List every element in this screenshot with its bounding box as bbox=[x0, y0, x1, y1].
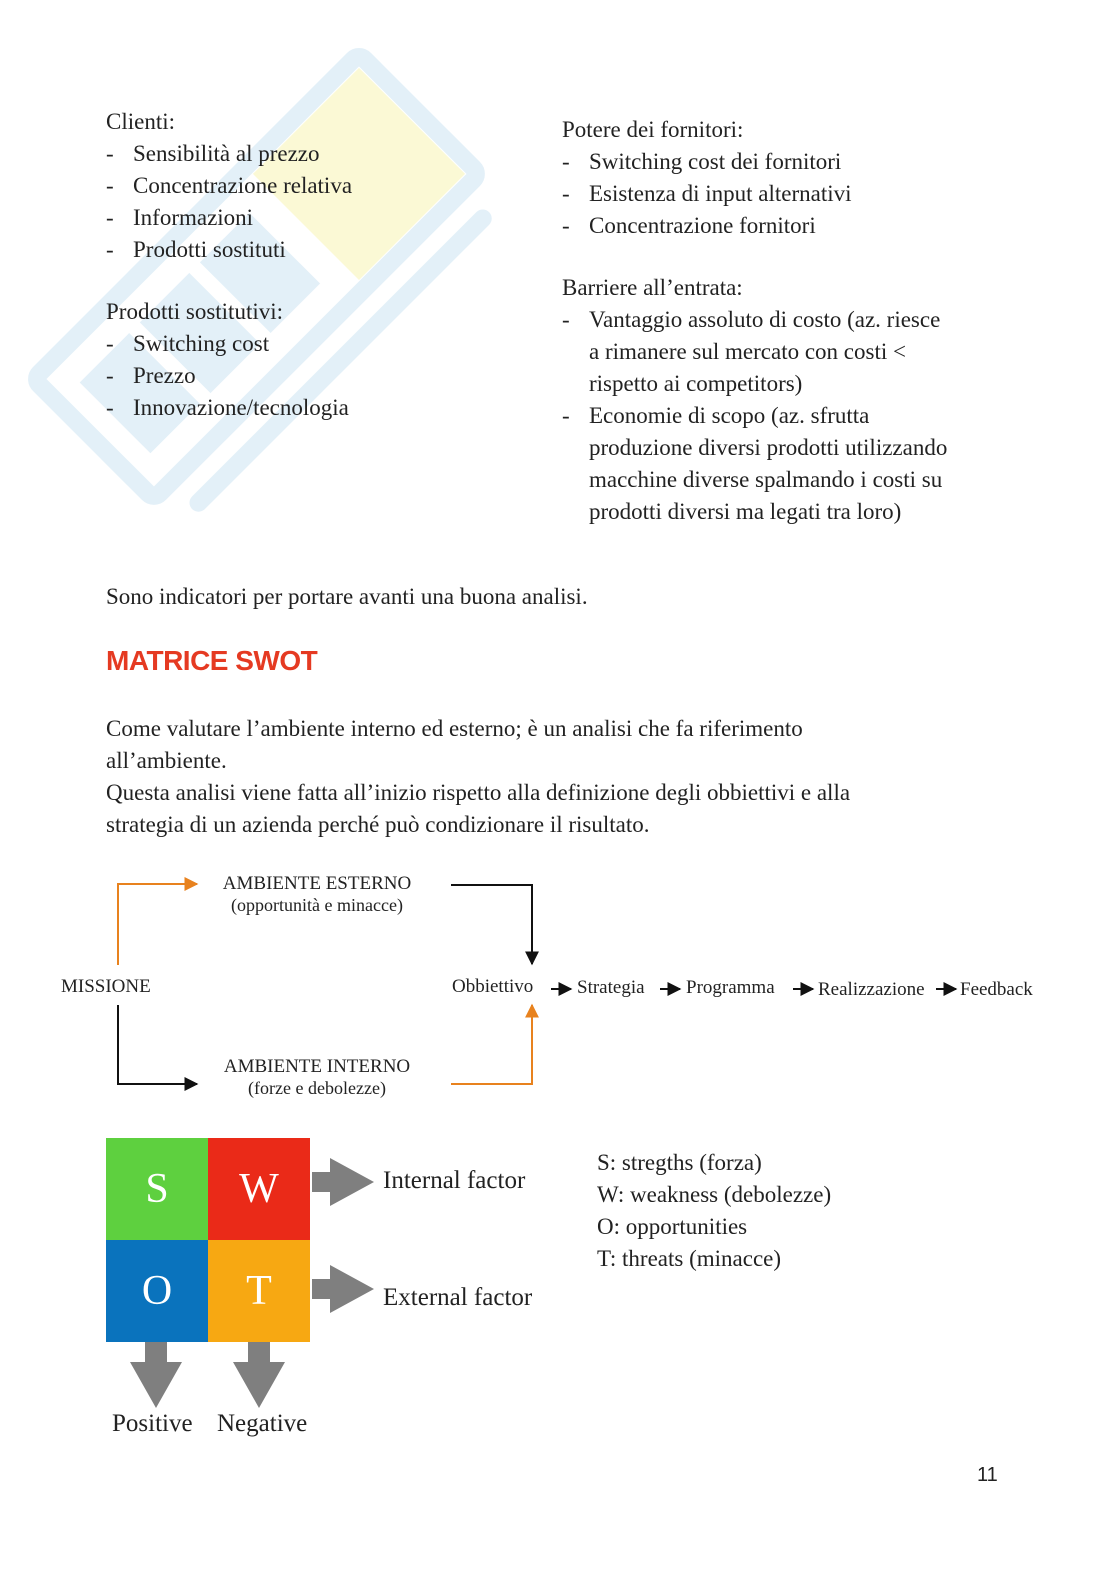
paragraph-line: Come valutare l’ambiente interno ed esterno; è un analisi che fa riferimento bbox=[106, 716, 803, 741]
fornitori-block bbox=[562, 114, 852, 242]
flow-step-obbiettivo: Obbiettivo bbox=[452, 976, 534, 997]
flowchart-connectors bbox=[0, 860, 1116, 1120]
list-item-line: - Economie di scopo (az. sfrutta bbox=[589, 403, 870, 428]
external-factor-label: External factor bbox=[383, 1284, 533, 1311]
indicatori-text: Sono indicatori per portare avanti una buona analisi. bbox=[106, 584, 588, 609]
list-item-line: produzione diversi prodotti utilizzando bbox=[589, 435, 948, 460]
section-heading: MATRICE SWOT bbox=[106, 645, 318, 676]
negative-label: Negative bbox=[217, 1410, 308, 1437]
list-item-line: a rimanere sul mercato con costi < bbox=[589, 339, 906, 364]
swot-legend bbox=[597, 1147, 831, 1275]
list-item: - Prezzo bbox=[106, 360, 349, 392]
positive-label: Positive bbox=[112, 1410, 193, 1437]
legend-item: S: stregths (forza) bbox=[597, 1150, 762, 1175]
list-item: - Concentrazione fornitori bbox=[562, 210, 852, 242]
arrow-right-icon bbox=[300, 1257, 380, 1327]
arrow-esterno-obbiettivo bbox=[451, 885, 532, 964]
intro-paragraph bbox=[106, 713, 850, 841]
list-item bbox=[562, 304, 947, 400]
flow-ambiente-interno bbox=[200, 1056, 434, 1099]
list-item-line: macchine diverse spalmando i costi su bbox=[589, 467, 943, 492]
legend-item: T: threats (minacce) bbox=[597, 1246, 782, 1271]
flow-missione: MISSIONE bbox=[61, 976, 151, 997]
list-item: - Informazioni bbox=[106, 202, 352, 234]
legend-item: O: opportunities bbox=[597, 1214, 748, 1239]
barriere-title: Barriere all’entrata: bbox=[562, 275, 743, 300]
list-item-line: - Vantaggio assoluto di costo (az. riesce bbox=[589, 307, 941, 332]
paragraph-line: all’ambiente. bbox=[106, 748, 227, 773]
flow-step-feedback: Feedback bbox=[960, 979, 1033, 1000]
swot-cell-o: O bbox=[106, 1240, 208, 1342]
arrow-down-icon bbox=[229, 1342, 289, 1412]
list-item: - Switching cost dei fornitori bbox=[562, 146, 852, 178]
paragraph-line: strategia di un azienda perché può condizionare il risultato. bbox=[106, 812, 650, 837]
arrow-interno-obbiettivo bbox=[451, 1005, 532, 1084]
list-item bbox=[562, 400, 947, 528]
flow-ambiente-interno-title: AMBIENTE INTERNO bbox=[223, 1056, 411, 1077]
flow-step-programma: Programma bbox=[686, 977, 775, 998]
list-item: - Innovazione/tecnologia bbox=[106, 392, 349, 424]
sostitutivi-list bbox=[106, 328, 349, 424]
list-item: - Esistenza di input alternativi bbox=[562, 178, 852, 210]
fornitori-list bbox=[562, 146, 852, 242]
list-item: - Switching cost bbox=[106, 328, 349, 360]
list-item-line: prodotti diversi ma legati tra loro) bbox=[589, 499, 902, 524]
flow-ambiente-interno-sub: (forze e debolezze) bbox=[248, 1078, 386, 1098]
page-number: 11 bbox=[977, 1464, 998, 1486]
flow-ambiente-esterno bbox=[200, 873, 434, 916]
flow-ambiente-esterno-title: AMBIENTE ESTERNO bbox=[222, 873, 412, 894]
swot-cell-w: W bbox=[208, 1138, 310, 1240]
list-item: - Sensibilità al prezzo bbox=[106, 138, 352, 170]
swot-cell-t: T bbox=[208, 1240, 310, 1342]
arrow-right-icon bbox=[300, 1150, 380, 1220]
list-item: - Prodotti sostituti bbox=[106, 234, 352, 266]
arrow-missione-esterno bbox=[118, 884, 197, 965]
barriere-block bbox=[562, 272, 947, 528]
fornitori-title: Potere dei fornitori: bbox=[562, 117, 744, 142]
internal-factor-label: Internal factor bbox=[383, 1167, 526, 1194]
flow-ambiente-esterno-sub: (opportunità e minacce) bbox=[231, 895, 403, 915]
barriere-list bbox=[562, 304, 947, 528]
flow-step-realizzazione: Realizzazione bbox=[818, 979, 925, 1000]
sostitutivi-title: Prodotti sostitutivi: bbox=[106, 299, 284, 324]
clienti-title: Clienti: bbox=[106, 109, 175, 134]
arrow-missione-interno bbox=[118, 1005, 197, 1084]
legend-item: W: weakness (debolezze) bbox=[597, 1182, 832, 1207]
list-item: - Concentrazione relativa bbox=[106, 170, 352, 202]
paragraph-line: Questa analisi viene fatta all’inizio rispetto alla definizione degli obbiettivi e alla bbox=[106, 780, 851, 805]
clienti-list bbox=[106, 138, 352, 266]
list-item-line: rispetto ai competitors) bbox=[589, 371, 803, 396]
flow-step-strategia: Strategia bbox=[577, 977, 645, 998]
sostitutivi-block bbox=[106, 296, 349, 424]
swot-matrix bbox=[106, 1138, 310, 1342]
swot-cell-s: S bbox=[106, 1138, 208, 1240]
arrow-down-icon bbox=[126, 1342, 186, 1412]
clienti-block bbox=[106, 106, 352, 266]
